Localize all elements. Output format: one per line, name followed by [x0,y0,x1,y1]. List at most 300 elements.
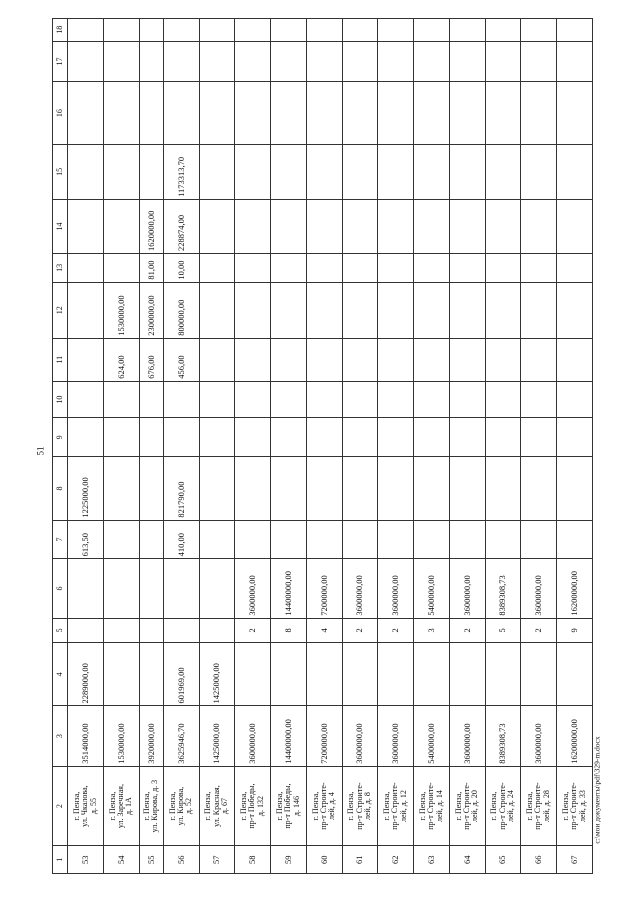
value-cell-col-7: 410,00 [163,520,199,559]
address-line: г. Пенза, [310,791,320,821]
value-cell-col-8 [378,457,414,520]
value-cell-col-3: 3600000,00 [235,706,271,766]
value-cell-col-10 [557,381,593,418]
value-cell-col-4 [521,643,557,706]
value-cell-col-8 [235,457,271,520]
value-cell-col-5 [163,618,199,643]
value-cell-col-15 [103,144,139,199]
value-cell-col-13 [521,254,557,283]
address-cell [139,766,163,846]
value-cell-col-13 [271,254,307,283]
value-cell-col-15 [139,144,163,199]
value-cell-col-15 [342,144,378,199]
value-cell-col-4 [271,643,307,706]
value-cell-col-16 [342,82,378,144]
table-row [342,19,378,874]
column-header-5: 5 [53,618,68,643]
table-row [68,19,104,874]
value-cell-col-3: 1530000,00 [103,706,139,766]
value-cell-col-7 [199,520,235,559]
value-cell-col-11 [306,338,342,381]
value-cell-col-3: 3600000,00 [378,706,414,766]
address-cell [557,766,593,846]
address-line: ул. Кирова, [175,786,185,826]
value-cell-col-16 [557,82,593,144]
value-cell-col-11 [271,338,307,381]
table-row [199,19,235,874]
value-cell-col-11 [521,338,557,381]
address-cell [378,766,414,846]
value-cell-col-15 [199,144,235,199]
value-cell-col-18 [449,19,485,42]
value-cell-col-13 [68,254,104,283]
address-cell [521,766,557,846]
value-cell-col-11: 676,00 [139,338,163,381]
address-cell [199,766,235,846]
column-header-1: 1 [53,846,68,874]
value-cell-col-5 [68,618,104,643]
value-cell-col-8: 821790,00 [163,457,199,520]
value-cell-col-9 [449,418,485,457]
value-cell-col-11 [449,338,485,381]
value-cell-col-12 [342,282,378,338]
value-cell-col-15 [485,144,521,199]
value-cell-col-8 [271,457,307,520]
address-line: д. 1А [124,797,134,816]
row-number-cell: 56 [163,846,199,874]
address-line: лей, д. 12 [398,790,408,823]
address-line: г. Пенза, [489,791,499,821]
value-cell-col-12 [449,282,485,338]
value-cell-col-10 [235,381,271,418]
value-cell-col-6 [139,559,163,618]
value-cell-col-12: 800000,00 [163,282,199,338]
value-cell-col-12 [199,282,235,338]
table-row [271,19,307,874]
address-line: д. 55 [88,798,98,815]
address-line: г. Пенза, [203,791,213,821]
address-line: г. Пенза, [560,791,570,821]
address-line: лей, д. 4 [327,792,337,821]
value-cell-col-17 [139,41,163,82]
value-cell-col-18 [139,19,163,42]
table-row [485,19,521,874]
column-header-13: 13 [53,254,68,283]
value-cell-col-12 [235,282,271,338]
value-cell-col-6: 16200000,00 [557,559,593,618]
address-line: г. Пенза, [167,791,177,821]
value-cell-col-14 [199,199,235,253]
column-header-2: 2 [53,766,68,846]
table-row [557,19,593,874]
column-header-8: 8 [53,457,68,520]
column-header-15: 15 [53,144,68,199]
value-cell-col-7 [557,520,593,559]
value-cell-col-4: 601969,00 [163,643,199,706]
table-row [378,19,414,874]
value-cell-col-7 [271,520,307,559]
table-row [103,19,139,874]
value-cell-col-7 [521,520,557,559]
value-cell-col-3: 3625946,70 [163,706,199,766]
value-cell-col-17 [306,41,342,82]
value-cell-col-14 [449,199,485,253]
column-header-6: 6 [53,559,68,618]
value-cell-col-11 [378,338,414,381]
address-line: г. Пенза, [417,791,427,821]
address-line: лей, д. 33 [577,790,587,823]
value-cell-col-12: 2300000,00 [139,282,163,338]
value-cell-col-7: 613,50 [68,520,104,559]
column-header-17: 17 [53,41,68,82]
value-cell-col-5: 2 [521,618,557,643]
value-cell-col-5: 2 [449,618,485,643]
value-cell-col-14: 1620000,00 [139,199,163,253]
value-cell-col-6: 3600000,00 [235,559,271,618]
value-cell-col-17 [235,41,271,82]
address-line: пр-т Строите- [533,782,543,830]
value-cell-col-16 [485,82,521,144]
value-cell-col-9 [306,418,342,457]
value-cell-col-13 [199,254,235,283]
address-line: д. 52 [184,798,194,815]
value-cell-col-6 [103,559,139,618]
value-cell-col-4 [485,643,521,706]
value-cell-col-17 [378,41,414,82]
rotated-table-wrapper [52,18,593,874]
value-cell-col-7 [378,520,414,559]
value-cell-col-7 [414,520,450,559]
value-cell-col-17 [271,41,307,82]
value-cell-col-4 [414,643,450,706]
value-cell-col-14 [271,199,307,253]
value-cell-col-5: 2 [378,618,414,643]
address-cell [68,766,104,846]
value-cell-col-4 [306,643,342,706]
value-cell-col-9 [163,418,199,457]
value-cell-col-3: 16200000,00 [557,706,593,766]
value-cell-col-5: 5 [485,618,521,643]
table-row [139,19,163,874]
page-number: 51 [35,446,46,456]
column-header-4: 4 [53,643,68,706]
address-cell [235,766,271,846]
row-number-cell: 66 [521,846,557,874]
value-cell-col-16 [306,82,342,144]
value-cell-col-13 [378,254,414,283]
value-cell-col-3: 8389308,73 [485,706,521,766]
address-line: г. Пенза, [71,791,81,821]
value-cell-col-3: 14400000,00 [271,706,307,766]
address-line: лей, д. 28 [541,790,551,823]
value-cell-col-13 [103,254,139,283]
address-line: пр-т Строите- [461,782,471,830]
value-cell-col-18 [271,19,307,42]
value-cell-col-11 [557,338,593,381]
value-cell-col-5: 9 [557,618,593,643]
value-cell-col-5 [103,618,139,643]
value-cell-col-9 [103,418,139,457]
value-cell-col-10 [68,381,104,418]
address-line: пр-т Строите- [569,782,579,830]
value-cell-col-8 [449,457,485,520]
value-cell-col-8 [414,457,450,520]
value-cell-col-10 [163,381,199,418]
column-header-9: 9 [53,418,68,457]
value-cell-col-14 [521,199,557,253]
value-cell-col-16 [521,82,557,144]
address-line: г. Пенза, [453,791,463,821]
value-cell-col-12 [378,282,414,338]
value-cell-col-3: 3600000,00 [342,706,378,766]
value-cell-col-16 [378,82,414,144]
address-line: д. 132 [255,796,265,817]
address-line: лей, д. 8 [363,792,373,821]
value-cell-col-15 [68,144,104,199]
value-cell-col-4 [557,643,593,706]
value-cell-col-9 [557,418,593,457]
value-cell-col-14 [485,199,521,253]
address-line: г. Пенза, [346,791,356,821]
value-cell-col-14 [103,199,139,253]
value-cell-col-11 [485,338,521,381]
value-cell-col-9 [414,418,450,457]
value-cell-col-13 [342,254,378,283]
value-cell-col-14 [342,199,378,253]
address-line: ул. Заречная, [115,784,125,829]
value-cell-col-9 [378,418,414,457]
data-table [52,18,593,874]
value-cell-col-10 [103,381,139,418]
value-cell-col-10 [414,381,450,418]
value-cell-col-13: 10,00 [163,254,199,283]
row-number-cell: 58 [235,846,271,874]
value-cell-col-13: 81,00 [139,254,163,283]
value-cell-col-9 [68,418,104,457]
value-cell-col-6: 5400000,00 [414,559,450,618]
value-cell-col-9 [271,418,307,457]
value-cell-col-12: 1530000,00 [103,282,139,338]
value-cell-col-6: 3600000,00 [342,559,378,618]
value-cell-col-13 [306,254,342,283]
address-line: г. Пенза, [274,791,284,821]
value-cell-col-10 [521,381,557,418]
value-cell-col-3: 3920000,00 [139,706,163,766]
value-cell-col-16 [139,82,163,144]
value-cell-col-18 [68,19,104,42]
value-cell-col-8 [306,457,342,520]
value-cell-col-4: 2289000,00 [68,643,104,706]
address-cell [103,766,139,846]
row-number-cell: 59 [271,846,307,874]
value-cell-col-14 [306,199,342,253]
value-cell-col-11 [68,338,104,381]
value-cell-col-3: 3600000,00 [449,706,485,766]
address-line: д. 146 [291,796,301,817]
table-row [521,19,557,874]
address-line: лей, д. 14 [434,790,444,823]
value-cell-col-15 [521,144,557,199]
address-cell [342,766,378,846]
value-cell-col-18 [306,19,342,42]
value-cell-col-11: 624,00 [103,338,139,381]
value-cell-col-12 [485,282,521,338]
value-cell-col-8 [485,457,521,520]
table-row [306,19,342,874]
value-cell-col-3: 3514000,00 [68,706,104,766]
value-cell-col-18 [342,19,378,42]
value-cell-col-8 [342,457,378,520]
value-cell-col-17 [414,41,450,82]
row-number-cell: 61 [342,846,378,874]
address-line: пр-т Строите- [497,782,507,830]
value-cell-col-8 [103,457,139,520]
value-cell-col-7 [235,520,271,559]
value-cell-col-17 [485,41,521,82]
value-cell-col-10 [449,381,485,418]
value-cell-col-15 [449,144,485,199]
value-cell-col-16 [199,82,235,144]
value-cell-col-8 [521,457,557,520]
value-cell-col-15 [306,144,342,199]
column-header-16: 16 [53,82,68,144]
value-cell-col-17 [199,41,235,82]
address-line: лей, д. 20 [470,790,480,823]
value-cell-col-11 [342,338,378,381]
value-cell-col-11: 456,00 [163,338,199,381]
value-cell-col-9 [485,418,521,457]
value-cell-col-14 [68,199,104,253]
value-cell-col-10 [485,381,521,418]
address-cell [271,766,307,846]
value-cell-col-12 [521,282,557,338]
value-cell-col-12 [68,282,104,338]
value-cell-col-15 [271,144,307,199]
value-cell-col-14: 228874,00 [163,199,199,253]
address-cell [414,766,450,846]
value-cell-col-14 [414,199,450,253]
table-row [163,19,199,874]
value-cell-col-17 [163,41,199,82]
value-cell-col-4 [449,643,485,706]
value-cell-col-4: 1425000,00 [199,643,235,706]
address-line: г. Пенза, [382,791,392,821]
value-cell-col-7 [103,520,139,559]
address-line: г. Пенза, [107,791,117,821]
value-cell-col-10 [378,381,414,418]
address-line: г. Пенза, [239,791,249,821]
value-cell-col-5: 2 [235,618,271,643]
value-cell-col-5: 3 [414,618,450,643]
value-cell-col-10 [139,381,163,418]
address-line: пр-т Строите- [318,782,328,830]
value-cell-col-5: 8 [271,618,307,643]
value-cell-col-14 [557,199,593,253]
value-cell-col-5: 4 [306,618,342,643]
row-number-cell: 63 [414,846,450,874]
address-cell [449,766,485,846]
value-cell-col-16 [414,82,450,144]
address-line: пр-т Победы, [283,783,293,829]
value-cell-col-6: 3600000,00 [449,559,485,618]
column-header-3: 3 [53,706,68,766]
value-cell-col-7 [139,520,163,559]
row-number-cell: 60 [306,846,342,874]
footer-file-path: c:\мои документы\pdf\329-m.docx [592,736,602,844]
value-cell-col-3: 1425000,00 [199,706,235,766]
value-cell-col-15 [378,144,414,199]
value-cell-col-17 [449,41,485,82]
value-cell-col-6: 8389308,73 [485,559,521,618]
value-cell-col-11 [235,338,271,381]
value-cell-col-6: 14400000,00 [271,559,307,618]
value-cell-col-4 [103,643,139,706]
address-line: ул. Красная, [211,785,221,827]
value-cell-col-5 [199,618,235,643]
value-cell-col-4 [235,643,271,706]
value-cell-col-11 [414,338,450,381]
row-number-cell: 67 [557,846,593,874]
value-cell-col-10 [199,381,235,418]
value-cell-col-13 [414,254,450,283]
row-number-cell: 65 [485,846,521,874]
value-cell-col-10 [342,381,378,418]
value-cell-col-6 [68,559,104,618]
value-cell-col-17 [68,41,104,82]
value-cell-col-18 [163,19,199,42]
value-cell-col-18 [103,19,139,42]
value-cell-col-9 [235,418,271,457]
value-cell-col-16 [235,82,271,144]
value-cell-col-17 [342,41,378,82]
value-cell-col-9 [521,418,557,457]
column-header-18: 18 [53,19,68,42]
column-header-14: 14 [53,199,68,253]
row-number-cell: 54 [103,846,139,874]
value-cell-col-9 [199,418,235,457]
value-cell-col-18 [521,19,557,42]
header-row [53,19,68,874]
column-header-10: 10 [53,381,68,418]
value-cell-col-8 [139,457,163,520]
value-cell-col-7 [342,520,378,559]
value-cell-col-12 [306,282,342,338]
address-line: ул. Кирова, д. 3 [150,779,160,833]
value-cell-col-7 [485,520,521,559]
value-cell-col-17 [521,41,557,82]
value-cell-col-8 [557,457,593,520]
row-number-cell: 53 [68,846,104,874]
column-header-11: 11 [53,338,68,381]
address-line: ул. Чкалова, [80,785,90,827]
address-line: пр-т Строите- [426,782,436,830]
value-cell-col-18 [199,19,235,42]
value-cell-col-6 [163,559,199,618]
value-cell-col-11 [199,338,235,381]
value-cell-col-13 [485,254,521,283]
value-cell-col-3: 5400000,00 [414,706,450,766]
value-cell-col-8 [199,457,235,520]
value-cell-col-7 [449,520,485,559]
address-line: г. Пенза, [525,791,535,821]
address-line: пр-т Строите- [354,782,364,830]
value-cell-col-18 [485,19,521,42]
value-cell-col-16 [271,82,307,144]
value-cell-col-6: 7200000,00 [306,559,342,618]
row-number-cell: 55 [139,846,163,874]
row-number-cell: 62 [378,846,414,874]
value-cell-col-12 [414,282,450,338]
